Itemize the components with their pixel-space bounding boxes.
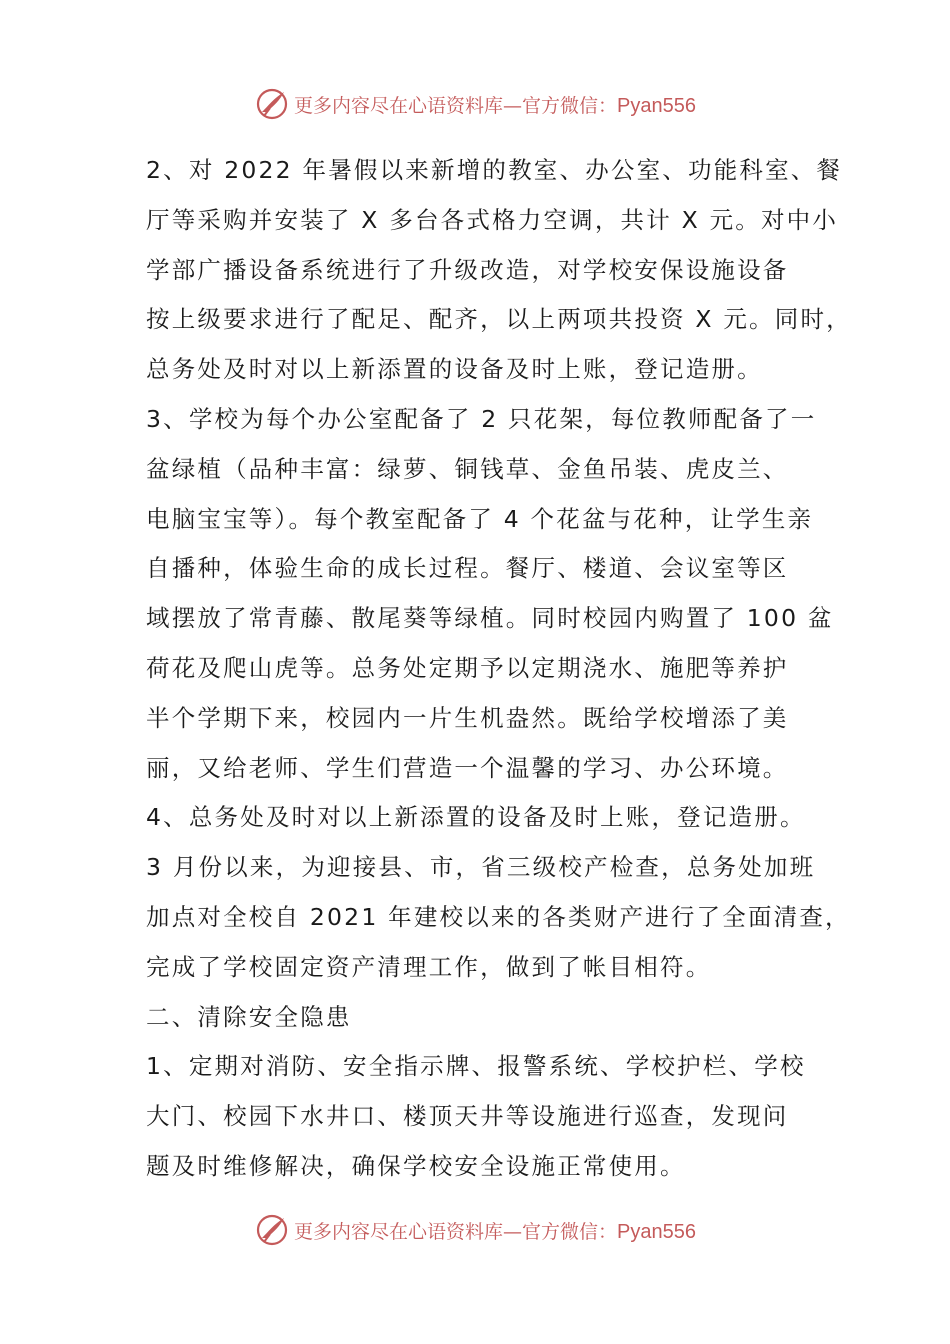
- text-line: 荷花及爬山虎等。总务处定期予以定期浇水、施肥等养护: [146, 653, 789, 682]
- watermark-handle: Pyan556: [617, 94, 696, 117]
- document-body: [146, 146, 852, 1192]
- text-line: 大门、校园下水井口、楼顶天井等设施进行巡查，发现问: [146, 1102, 789, 1131]
- text-line: 电脑宝宝等）。每个教室配备了 4 个花盆与花种，让学生亲: [146, 504, 814, 533]
- text-line: 题及时维修解决，确保学校安全设施正常使用。: [146, 1151, 686, 1180]
- text-line: 域摆放了常青藤、散尾葵等绿植。同时校园内购置了 100 盆: [146, 604, 834, 633]
- header-watermark: [0, 84, 950, 124]
- quill-logo-icon: [254, 1212, 290, 1248]
- watermark-text: 更多内容尽在心语资料库—官方微信：Pyan556: [294, 1220, 696, 1243]
- text-line: 完成了学校固定资产清理工作，做到了帐目相符。: [146, 952, 712, 981]
- footer-watermark: [0, 1210, 950, 1250]
- text-line: 丽，又给老师、学生们营造一个温馨的学习、办公环境。: [146, 753, 789, 782]
- text-line: 加点对全校自 2021 年建校以来的各类财产进行了全面清查，: [146, 902, 851, 931]
- watermark-handle: Pyan556: [617, 1220, 696, 1243]
- quill-logo-icon: [254, 86, 290, 122]
- text-line: 总务处及时对以上新添置的设备及时上账，登记造册。: [146, 355, 763, 384]
- text-line: 盆绿植（品种丰富：绿萝、铜钱草、金鱼吊装、虎皮兰、: [146, 454, 789, 483]
- watermark-text: 更多内容尽在心语资料库—官方微信：Pyan556: [294, 94, 696, 117]
- text-line: 3、学校为每个办公室配备了 2 只花架，每位教师配备了一: [146, 404, 817, 433]
- text-line: 自播种，体验生命的成长过程。餐厅、楼道、会议室等区: [146, 554, 789, 583]
- text-line: 1、定期对消防、安全指示牌、报警系统、学校护栏、学校: [146, 1052, 806, 1081]
- text-line: 2、对 2022 年暑假以来新增的教室、办公室、功能科室、餐: [146, 156, 843, 184]
- text-line: 4、总务处及时对以上新添置的设备及时上账，登记造册。: [146, 803, 806, 832]
- text-line: 半个学期下来，校园内一片生机盎然。既给学校增添了美: [146, 703, 789, 732]
- text-line: 3 月份以来，为迎接县、市，省三级校产检查，总务处加班: [146, 853, 816, 882]
- section-heading: 二、清除安全隐患: [146, 1002, 352, 1031]
- text-line: 厅等采购并安装了 X 多台各式格力空调，共计 X 元。对中小: [146, 205, 839, 234]
- text-line: 按上级要求进行了配足、配齐，以上两项共投资 X 元。同时，: [146, 305, 852, 334]
- text-line: 学部广播设备系统进行了升级改造，对学校安保设施设备: [146, 255, 789, 284]
